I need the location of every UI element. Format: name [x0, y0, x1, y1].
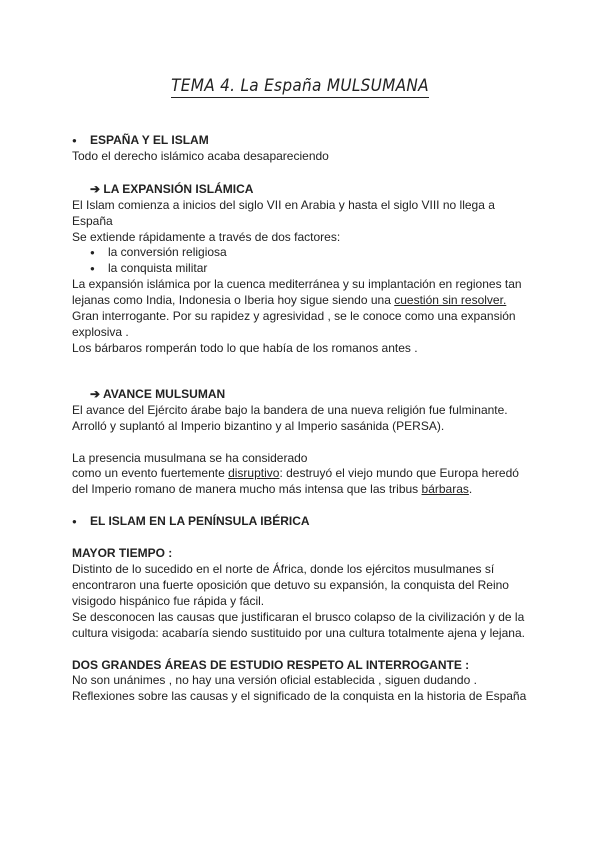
- paragraph: No son unánimes , no hay una versión oficial establecida , siguen dudando .: [72, 673, 477, 688]
- paragraph: Todo el derecho islámico acaba desapareciendo: [72, 148, 329, 163]
- paragraph: Gran interrogante. Por su rapidez y agresividad , se le conoce como una expansión explosiva .: [72, 309, 516, 339]
- paragraph: El Islam comienza a inicios del siglo VII en Arabia y hasta el siglo VIII no llega a España: [72, 197, 495, 228]
- paragraph: Se extiende rápidamente a través de dos factores:: [72, 229, 341, 244]
- document-body: [72, 133, 532, 705]
- section-heading-peninsula: ● EL ISLAM EN LA PENÍNSULA IBÉRICA: [72, 514, 532, 530]
- underlined-text: bárbaras: [421, 482, 469, 497]
- list-item: ● la conversión religiosa: [72, 245, 532, 261]
- section-heading-expansion: ➔ LA EXPANSIÓN ISLÁMICA: [90, 181, 254, 196]
- subheading-mayor-tiempo: MAYOR TIEMPO :: [72, 546, 173, 561]
- underlined-text: cuestión sin resolver.: [394, 293, 507, 308]
- document-title: TEMA 4. La España MULSUMANA: [171, 76, 429, 96]
- subheading-areas-estudio: DOS GRANDES ÁREAS DE ESTUDIO RESPETO AL INTERROGANTE :: [72, 657, 470, 672]
- paragraph: como un evento fuertemente disruptivo: destruyó el viejo mundo que Europa heredó del Imperio romano de manera mucho más intensa que las tribus bárbaras.: [72, 466, 519, 497]
- list-item: ● la conquista militar: [72, 261, 532, 277]
- paragraph: Reflexiones sobre las causas y el significado de la conquista en la historia de España: [72, 689, 527, 704]
- underlined-text: disruptivo: [228, 466, 280, 481]
- paragraph: La expansión islámica por la cuenca mediterránea y su implantación en regiones tan lejanas como India, Indonesia o Iberia hoy sigue siendo una cuestión sin resolver.: [72, 277, 522, 308]
- paragraph: Distinto de lo sucedido en el norte de África, donde los ejércitos musulmanes sí encontraron una fuerte oposición que detuvo su expansión, la conquista del Reino visigodo hispánico fue rápida y fácil.: [72, 562, 509, 608]
- paragraph: La presencia musulmana se ha considerado: [72, 450, 308, 465]
- section-heading-espana-islam: ● ESPAÑA Y EL ISLAM: [72, 133, 532, 149]
- section-heading-avance: ➔ AVANCE MULSUMAN: [90, 386, 226, 401]
- paragraph: Los bárbaros romperán todo lo que había de los romanos antes .: [72, 340, 418, 355]
- paragraph: Se desconocen las causas que justificaran el brusco colapso de la civilización y de la cultura visigoda: acabaría siendo sustituido por una cultura totalmente ajena y lejana.: [72, 609, 525, 640]
- paragraph: El avance del Ejército árabe bajo la bandera de una nueva religión fue fulminante. Arrolló y suplantó al Imperio bizantino y al Imperio sasánida (PERSA).: [72, 402, 508, 433]
